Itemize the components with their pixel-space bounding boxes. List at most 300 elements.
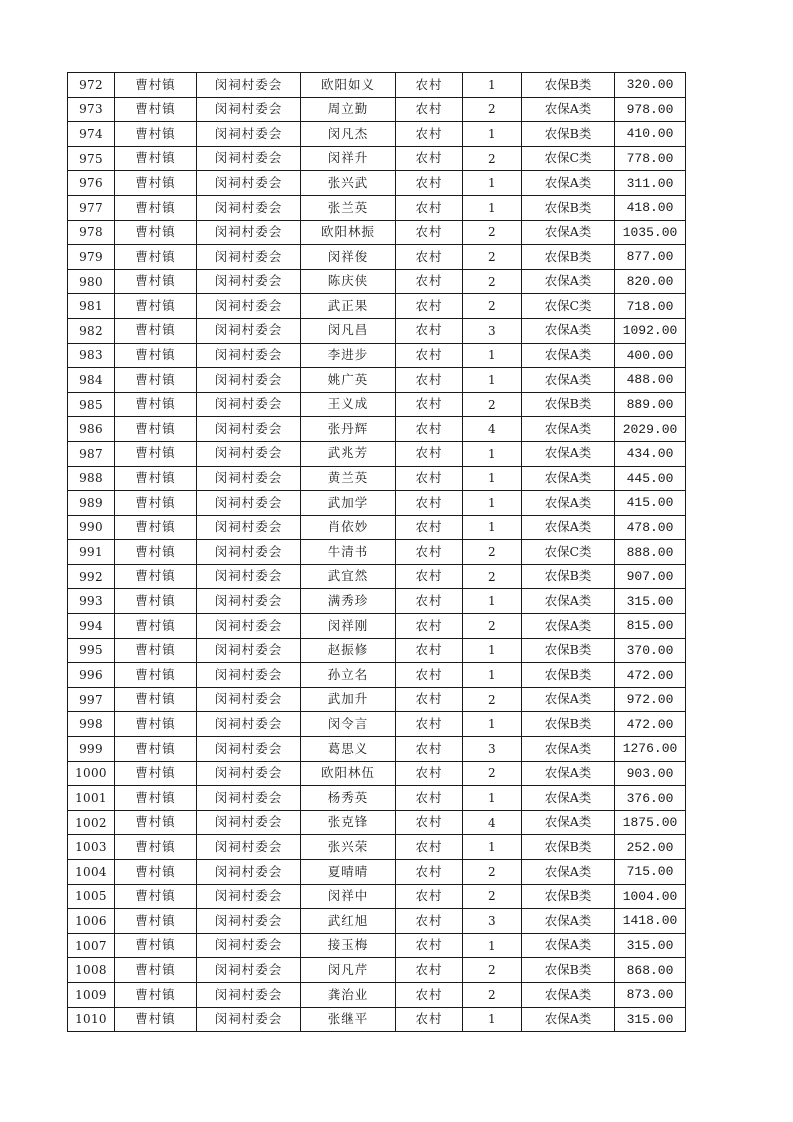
- cell-village: 闵祠村委会: [197, 909, 301, 934]
- table-row: [68, 441, 686, 466]
- cell-amount: 877.00: [615, 245, 686, 270]
- cell-serial-number: 1003: [68, 835, 115, 860]
- cell-category: 农保B类: [522, 712, 615, 737]
- cell-serial-number: 988: [68, 466, 115, 491]
- cell-serial-number: 1000: [68, 761, 115, 786]
- table-row: [68, 195, 686, 220]
- cell-village: 闵祠村委会: [197, 220, 301, 245]
- cell-town: 曹村镇: [115, 1007, 197, 1032]
- cell-category: 农保A类: [522, 1007, 615, 1032]
- cell-town: 曹村镇: [115, 146, 197, 171]
- cell-category: 农保A类: [522, 810, 615, 835]
- cell-village: 闵祠村委会: [197, 761, 301, 786]
- cell-town: 曹村镇: [115, 491, 197, 516]
- cell-amount: 1004.00: [615, 884, 686, 909]
- cell-member-count: 1: [463, 712, 522, 737]
- cell-amount: 315.00: [615, 933, 686, 958]
- table-row: [68, 884, 686, 909]
- cell-village: 闵祠村委会: [197, 97, 301, 122]
- cell-village: 闵祠村委会: [197, 269, 301, 294]
- table-row: [68, 294, 686, 319]
- cell-serial-number: 987: [68, 441, 115, 466]
- cell-serial-number: 1010: [68, 1007, 115, 1032]
- cell-serial-number: 995: [68, 638, 115, 663]
- cell-person-name: 牛清书: [301, 540, 396, 565]
- cell-town: 曹村镇: [115, 245, 197, 270]
- cell-member-count: 1: [463, 835, 522, 860]
- cell-person-name: 闵凡杰: [301, 122, 396, 147]
- cell-village: 闵祠村委会: [197, 540, 301, 565]
- table-row: [68, 540, 686, 565]
- cell-person-name: 孙立名: [301, 663, 396, 688]
- cell-category: 农保B类: [522, 958, 615, 983]
- cell-serial-number: 996: [68, 663, 115, 688]
- cell-town: 曹村镇: [115, 343, 197, 368]
- cell-household-type: 农村: [396, 269, 463, 294]
- cell-category: 农保A类: [522, 687, 615, 712]
- cell-member-count: 2: [463, 294, 522, 319]
- cell-category: 农保A类: [522, 466, 615, 491]
- cell-category: 农保B类: [522, 564, 615, 589]
- cell-household-type: 农村: [396, 220, 463, 245]
- cell-village: 闵祠村委会: [197, 687, 301, 712]
- cell-village: 闵祠村委会: [197, 122, 301, 147]
- cell-town: 曹村镇: [115, 466, 197, 491]
- cell-household-type: 农村: [396, 564, 463, 589]
- cell-village: 闵祠村委会: [197, 712, 301, 737]
- cell-person-name: 闵祥中: [301, 884, 396, 909]
- cell-person-name: 武宜然: [301, 564, 396, 589]
- cell-amount: 311.00: [615, 171, 686, 196]
- cell-village: 闵祠村委会: [197, 810, 301, 835]
- cell-household-type: 农村: [396, 835, 463, 860]
- cell-category: 农保A类: [522, 269, 615, 294]
- cell-town: 曹村镇: [115, 712, 197, 737]
- cell-serial-number: 1001: [68, 786, 115, 811]
- cell-household-type: 农村: [396, 318, 463, 343]
- cell-category: 农保B类: [522, 122, 615, 147]
- cell-town: 曹村镇: [115, 318, 197, 343]
- cell-serial-number: 972: [68, 73, 115, 98]
- cell-person-name: 黄兰英: [301, 466, 396, 491]
- cell-amount: 1276.00: [615, 737, 686, 762]
- cell-amount: 907.00: [615, 564, 686, 589]
- cell-town: 曹村镇: [115, 909, 197, 934]
- cell-category: 农保B类: [522, 884, 615, 909]
- cell-household-type: 农村: [396, 294, 463, 319]
- table-row: [68, 860, 686, 885]
- cell-person-name: 闵凡昌: [301, 318, 396, 343]
- cell-member-count: 2: [463, 269, 522, 294]
- cell-category: 农保C类: [522, 294, 615, 319]
- cell-member-count: 2: [463, 564, 522, 589]
- cell-village: 闵祠村委会: [197, 589, 301, 614]
- cell-amount: 978.00: [615, 97, 686, 122]
- cell-member-count: 2: [463, 982, 522, 1007]
- cell-amount: 410.00: [615, 122, 686, 147]
- cell-town: 曹村镇: [115, 171, 197, 196]
- cell-amount: 873.00: [615, 982, 686, 1007]
- cell-person-name: 武加学: [301, 491, 396, 516]
- cell-member-count: 1: [463, 368, 522, 393]
- cell-serial-number: 985: [68, 392, 115, 417]
- cell-person-name: 张兴武: [301, 171, 396, 196]
- table-row: [68, 97, 686, 122]
- cell-member-count: 1: [463, 933, 522, 958]
- cell-category: 农保B类: [522, 663, 615, 688]
- cell-village: 闵祠村委会: [197, 417, 301, 442]
- cell-amount: 478.00: [615, 515, 686, 540]
- table-row: [68, 564, 686, 589]
- cell-amount: 889.00: [615, 392, 686, 417]
- table-row: [68, 737, 686, 762]
- cell-household-type: 农村: [396, 737, 463, 762]
- cell-household-type: 农村: [396, 614, 463, 639]
- cell-household-type: 农村: [396, 97, 463, 122]
- cell-amount: 1418.00: [615, 909, 686, 934]
- cell-category: 农保A类: [522, 786, 615, 811]
- cell-member-count: 3: [463, 909, 522, 934]
- table-row: [68, 933, 686, 958]
- cell-village: 闵祠村委会: [197, 737, 301, 762]
- cell-household-type: 农村: [396, 245, 463, 270]
- cell-household-type: 农村: [396, 860, 463, 885]
- cell-household-type: 农村: [396, 909, 463, 934]
- cell-person-name: 李进步: [301, 343, 396, 368]
- cell-serial-number: 979: [68, 245, 115, 270]
- cell-amount: 1875.00: [615, 810, 686, 835]
- table-row: [68, 958, 686, 983]
- cell-village: 闵祠村委会: [197, 73, 301, 98]
- cell-category: 农保C类: [522, 540, 615, 565]
- cell-serial-number: 976: [68, 171, 115, 196]
- cell-person-name: 王义成: [301, 392, 396, 417]
- cell-household-type: 农村: [396, 786, 463, 811]
- cell-village: 闵祠村委会: [197, 343, 301, 368]
- table-row: [68, 663, 686, 688]
- cell-person-name: 姚广英: [301, 368, 396, 393]
- cell-category: 农保A类: [522, 417, 615, 442]
- cell-amount: 315.00: [615, 589, 686, 614]
- table-row: [68, 417, 686, 442]
- table-row: [68, 245, 686, 270]
- cell-member-count: 1: [463, 466, 522, 491]
- cell-amount: 888.00: [615, 540, 686, 565]
- cell-member-count: 2: [463, 97, 522, 122]
- cell-member-count: 2: [463, 146, 522, 171]
- cell-person-name: 接玉梅: [301, 933, 396, 958]
- cell-village: 闵祠村委会: [197, 171, 301, 196]
- cell-amount: 868.00: [615, 958, 686, 983]
- cell-amount: 820.00: [615, 269, 686, 294]
- cell-serial-number: 1002: [68, 810, 115, 835]
- table-row: [68, 146, 686, 171]
- cell-village: 闵祠村委会: [197, 491, 301, 516]
- cell-category: 农保A类: [522, 982, 615, 1007]
- cell-amount: 715.00: [615, 860, 686, 885]
- cell-village: 闵祠村委会: [197, 1007, 301, 1032]
- cell-household-type: 农村: [396, 884, 463, 909]
- cell-town: 曹村镇: [115, 663, 197, 688]
- cell-amount: 400.00: [615, 343, 686, 368]
- cell-amount: 252.00: [615, 835, 686, 860]
- cell-household-type: 农村: [396, 146, 463, 171]
- cell-household-type: 农村: [396, 761, 463, 786]
- cell-amount: 315.00: [615, 1007, 686, 1032]
- table-row: [68, 687, 686, 712]
- cell-member-count: 1: [463, 195, 522, 220]
- cell-category: 农保A类: [522, 909, 615, 934]
- table-row: [68, 835, 686, 860]
- cell-person-name: 武红旭: [301, 909, 396, 934]
- cell-category: 农保A类: [522, 860, 615, 885]
- cell-amount: 418.00: [615, 195, 686, 220]
- cell-household-type: 农村: [396, 810, 463, 835]
- cell-amount: 1035.00: [615, 220, 686, 245]
- cell-amount: 778.00: [615, 146, 686, 171]
- cell-amount: 472.00: [615, 663, 686, 688]
- cell-town: 曹村镇: [115, 933, 197, 958]
- table-row: [68, 712, 686, 737]
- cell-amount: 488.00: [615, 368, 686, 393]
- table-row: [68, 909, 686, 934]
- cell-person-name: 闵祥俊: [301, 245, 396, 270]
- cell-village: 闵祠村委会: [197, 638, 301, 663]
- cell-serial-number: 994: [68, 614, 115, 639]
- cell-town: 曹村镇: [115, 737, 197, 762]
- cell-member-count: 1: [463, 441, 522, 466]
- cell-serial-number: 978: [68, 220, 115, 245]
- cell-amount: 2029.00: [615, 417, 686, 442]
- cell-amount: 445.00: [615, 466, 686, 491]
- cell-village: 闵祠村委会: [197, 860, 301, 885]
- cell-amount: 1092.00: [615, 318, 686, 343]
- cell-member-count: 2: [463, 884, 522, 909]
- table-row: [68, 491, 686, 516]
- cell-member-count: 1: [463, 73, 522, 98]
- cell-household-type: 农村: [396, 515, 463, 540]
- table-row: [68, 761, 686, 786]
- cell-household-type: 农村: [396, 933, 463, 958]
- cell-village: 闵祠村委会: [197, 835, 301, 860]
- cell-town: 曹村镇: [115, 589, 197, 614]
- cell-member-count: 2: [463, 687, 522, 712]
- cell-town: 曹村镇: [115, 982, 197, 1007]
- cell-member-count: 3: [463, 737, 522, 762]
- cell-serial-number: 990: [68, 515, 115, 540]
- cell-town: 曹村镇: [115, 368, 197, 393]
- cell-serial-number: 998: [68, 712, 115, 737]
- table-row: [68, 392, 686, 417]
- cell-category: 农保A类: [522, 171, 615, 196]
- cell-town: 曹村镇: [115, 786, 197, 811]
- cell-amount: 434.00: [615, 441, 686, 466]
- cell-category: 农保A类: [522, 343, 615, 368]
- table-row: [68, 122, 686, 147]
- cell-person-name: 张克锋: [301, 810, 396, 835]
- cell-town: 曹村镇: [115, 392, 197, 417]
- cell-member-count: 4: [463, 810, 522, 835]
- cell-village: 闵祠村委会: [197, 392, 301, 417]
- cell-serial-number: 991: [68, 540, 115, 565]
- cell-household-type: 农村: [396, 540, 463, 565]
- cell-serial-number: 1008: [68, 958, 115, 983]
- cell-serial-number: 980: [68, 269, 115, 294]
- cell-town: 曹村镇: [115, 614, 197, 639]
- cell-person-name: 闵令言: [301, 712, 396, 737]
- cell-household-type: 农村: [396, 466, 463, 491]
- data-table: [67, 72, 686, 1032]
- cell-person-name: 闵祥升: [301, 146, 396, 171]
- cell-category: 农保A类: [522, 441, 615, 466]
- cell-serial-number: 986: [68, 417, 115, 442]
- table-body: [68, 73, 686, 1032]
- cell-member-count: 2: [463, 540, 522, 565]
- cell-person-name: 闵祥刚: [301, 614, 396, 639]
- cell-town: 曹村镇: [115, 220, 197, 245]
- cell-amount: 815.00: [615, 614, 686, 639]
- cell-category: 农保B类: [522, 245, 615, 270]
- cell-member-count: 3: [463, 318, 522, 343]
- cell-village: 闵祠村委会: [197, 294, 301, 319]
- cell-household-type: 农村: [396, 687, 463, 712]
- cell-town: 曹村镇: [115, 540, 197, 565]
- cell-member-count: 2: [463, 761, 522, 786]
- table-row: [68, 982, 686, 1007]
- cell-town: 曹村镇: [115, 73, 197, 98]
- cell-category: 农保A类: [522, 97, 615, 122]
- cell-town: 曹村镇: [115, 810, 197, 835]
- cell-village: 闵祠村委会: [197, 368, 301, 393]
- cell-town: 曹村镇: [115, 122, 197, 147]
- cell-town: 曹村镇: [115, 294, 197, 319]
- cell-member-count: 1: [463, 663, 522, 688]
- cell-amount: 472.00: [615, 712, 686, 737]
- cell-town: 曹村镇: [115, 835, 197, 860]
- cell-person-name: 周立勤: [301, 97, 396, 122]
- cell-household-type: 农村: [396, 589, 463, 614]
- cell-category: 农保B类: [522, 73, 615, 98]
- cell-person-name: 武加升: [301, 687, 396, 712]
- cell-amount: 903.00: [615, 761, 686, 786]
- cell-member-count: 1: [463, 491, 522, 516]
- cell-town: 曹村镇: [115, 761, 197, 786]
- cell-town: 曹村镇: [115, 884, 197, 909]
- cell-category: 农保A类: [522, 491, 615, 516]
- cell-serial-number: 982: [68, 318, 115, 343]
- cell-household-type: 农村: [396, 441, 463, 466]
- cell-village: 闵祠村委会: [197, 318, 301, 343]
- cell-member-count: 4: [463, 417, 522, 442]
- cell-serial-number: 973: [68, 97, 115, 122]
- cell-village: 闵祠村委会: [197, 146, 301, 171]
- cell-serial-number: 993: [68, 589, 115, 614]
- cell-household-type: 农村: [396, 368, 463, 393]
- cell-member-count: 2: [463, 958, 522, 983]
- cell-category: 农保A类: [522, 318, 615, 343]
- cell-village: 闵祠村委会: [197, 982, 301, 1007]
- cell-category: 农保B类: [522, 195, 615, 220]
- cell-serial-number: 999: [68, 737, 115, 762]
- cell-town: 曹村镇: [115, 638, 197, 663]
- cell-person-name: 张继平: [301, 1007, 396, 1032]
- cell-village: 闵祠村委会: [197, 933, 301, 958]
- cell-household-type: 农村: [396, 491, 463, 516]
- cell-person-name: 葛思义: [301, 737, 396, 762]
- cell-household-type: 农村: [396, 712, 463, 737]
- cell-category: 农保A类: [522, 737, 615, 762]
- cell-amount: 972.00: [615, 687, 686, 712]
- table-row: [68, 466, 686, 491]
- cell-member-count: 2: [463, 860, 522, 885]
- cell-category: 农保B类: [522, 638, 615, 663]
- cell-person-name: 欧阳如义: [301, 73, 396, 98]
- cell-person-name: 陈庆侠: [301, 269, 396, 294]
- cell-person-name: 张兰英: [301, 195, 396, 220]
- cell-amount: 415.00: [615, 491, 686, 516]
- cell-household-type: 农村: [396, 392, 463, 417]
- cell-serial-number: 1006: [68, 909, 115, 934]
- table-row: [68, 73, 686, 98]
- cell-member-count: 1: [463, 786, 522, 811]
- cell-household-type: 农村: [396, 417, 463, 442]
- cell-amount: 718.00: [615, 294, 686, 319]
- cell-household-type: 农村: [396, 958, 463, 983]
- cell-person-name: 武正果: [301, 294, 396, 319]
- cell-member-count: 2: [463, 614, 522, 639]
- cell-member-count: 1: [463, 1007, 522, 1032]
- cell-person-name: 武兆芳: [301, 441, 396, 466]
- cell-town: 曹村镇: [115, 269, 197, 294]
- table-row: [68, 515, 686, 540]
- cell-member-count: 1: [463, 589, 522, 614]
- cell-serial-number: 983: [68, 343, 115, 368]
- cell-member-count: 2: [463, 392, 522, 417]
- cell-village: 闵祠村委会: [197, 786, 301, 811]
- cell-household-type: 农村: [396, 982, 463, 1007]
- cell-person-name: 杨秀英: [301, 786, 396, 811]
- cell-town: 曹村镇: [115, 564, 197, 589]
- cell-category: 农保A类: [522, 933, 615, 958]
- cell-person-name: 欧阳林伍: [301, 761, 396, 786]
- cell-serial-number: 975: [68, 146, 115, 171]
- cell-household-type: 农村: [396, 343, 463, 368]
- table-row: [68, 638, 686, 663]
- cell-town: 曹村镇: [115, 860, 197, 885]
- table-row: [68, 318, 686, 343]
- cell-member-count: 2: [463, 220, 522, 245]
- table-row: [68, 1007, 686, 1032]
- cell-member-count: 1: [463, 171, 522, 196]
- cell-household-type: 农村: [396, 663, 463, 688]
- cell-person-name: 闵凡芹: [301, 958, 396, 983]
- table-row: [68, 220, 686, 245]
- cell-village: 闵祠村委会: [197, 515, 301, 540]
- cell-amount: 370.00: [615, 638, 686, 663]
- cell-member-count: 1: [463, 122, 522, 147]
- cell-serial-number: 1007: [68, 933, 115, 958]
- cell-person-name: 张丹辉: [301, 417, 396, 442]
- cell-amount: 320.00: [615, 73, 686, 98]
- cell-serial-number: 977: [68, 195, 115, 220]
- cell-category: 农保C类: [522, 146, 615, 171]
- table-row: [68, 171, 686, 196]
- cell-serial-number: 992: [68, 564, 115, 589]
- cell-serial-number: 984: [68, 368, 115, 393]
- cell-category: 农保B类: [522, 392, 615, 417]
- cell-serial-number: 1005: [68, 884, 115, 909]
- cell-person-name: 张兴荣: [301, 835, 396, 860]
